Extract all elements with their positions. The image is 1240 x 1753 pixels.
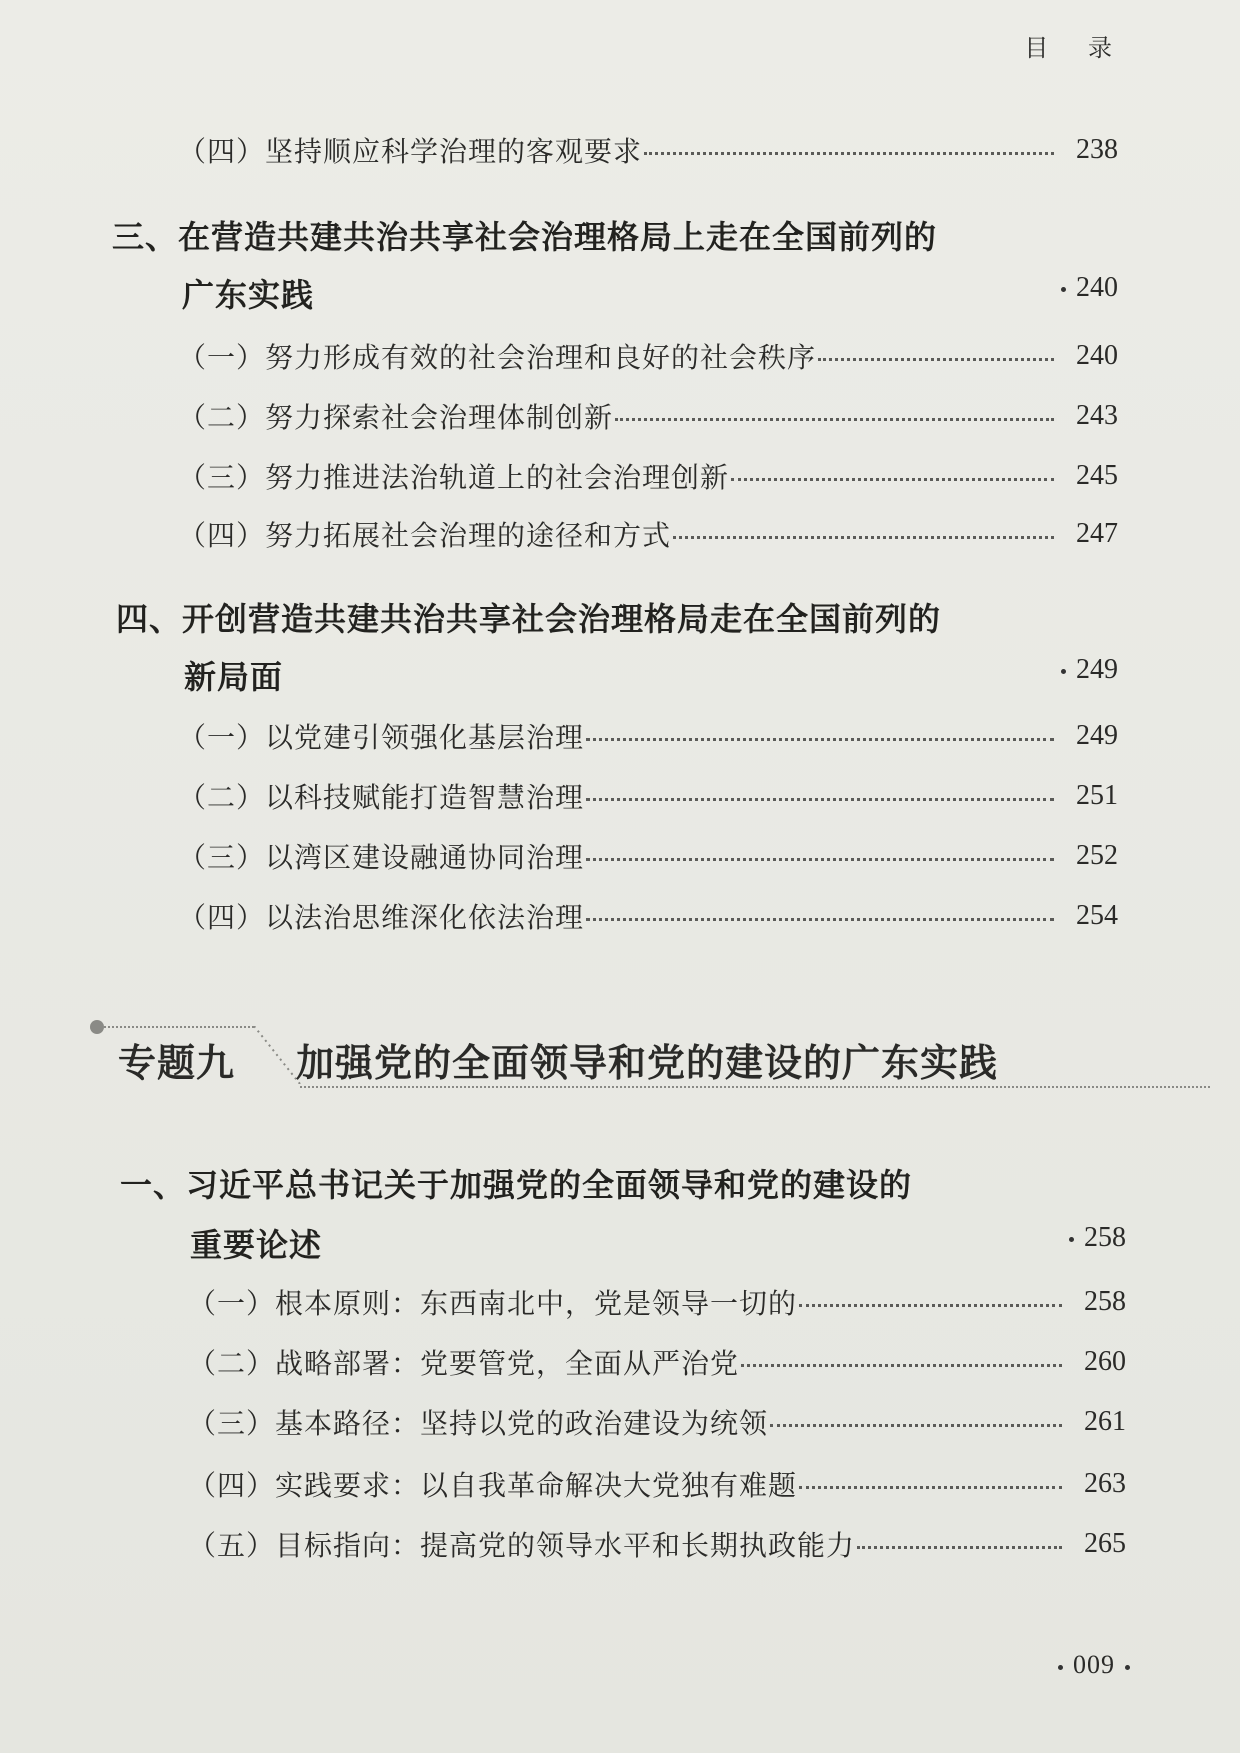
section-page <box>1018 654 1118 686</box>
dot-leader <box>586 918 1054 921</box>
dot-leader <box>799 1486 1062 1489</box>
toc-entry[interactable] <box>188 1464 1126 1504</box>
toc-entry-page: 254 <box>1076 900 1118 931</box>
toc-entry-page: 251 <box>1076 780 1118 811</box>
dot-leader <box>586 798 1054 801</box>
toc-entry-label: （二）战略部署：党要管党，全面从严治党 <box>188 1347 740 1380</box>
toc-entry[interactable] <box>178 514 1118 554</box>
page-number <box>1048 1650 1140 1680</box>
dot-leader <box>673 536 1054 539</box>
section-page <box>1018 272 1118 304</box>
toc-entry-page: 265 <box>1084 1528 1126 1559</box>
toc-entry-page: 245 <box>1076 460 1118 491</box>
dot-leader <box>615 418 1054 421</box>
dot-leader <box>799 1304 1062 1307</box>
toc-entry[interactable] <box>188 1524 1126 1564</box>
toc-entry-label: （五）目标指向：提高党的领导水平和长期执政能力 <box>188 1529 856 1562</box>
dot-leader <box>818 358 1054 361</box>
dot-leader <box>644 152 1054 155</box>
toc-entry-page: 252 <box>1076 840 1118 871</box>
toc-entry-page: 243 <box>1076 400 1118 431</box>
toc-entry[interactable] <box>178 836 1118 876</box>
toc-entry-page: 238 <box>1076 134 1118 165</box>
toc-entry-page: 249 <box>1076 720 1118 751</box>
dot-leader <box>741 1364 1062 1367</box>
chapter-dot-icon <box>90 1020 104 1034</box>
toc-entry-label: （一）以党建引领强化基层治理 <box>178 721 585 754</box>
toc-entry-label: （四）实践要求：以自我革命解决大党独有难题 <box>188 1469 798 1502</box>
toc-entry-page: 263 <box>1084 1468 1126 1499</box>
toc-entry-page: 258 <box>1084 1286 1126 1317</box>
toc-entry-label: （三）基本路径：坚持以党的政治建设为统领 <box>188 1407 769 1440</box>
toc-entry[interactable] <box>178 776 1118 816</box>
dot-leader <box>586 858 1054 861</box>
bullet-icon <box>1061 669 1066 674</box>
toc-entry-page: 260 <box>1084 1346 1126 1377</box>
toc-entry-page: 240 <box>1076 340 1118 371</box>
section-title[interactable]: 一、习近平总书记关于加强党的全面领导和党的建设的 <box>120 1166 913 1204</box>
section-page-number: 249 <box>1076 654 1118 685</box>
section-title-continuation[interactable]: 广东实践 <box>182 276 315 314</box>
section-page-number: 240 <box>1076 272 1118 303</box>
dot-leader <box>770 1424 1062 1427</box>
toc-entry[interactable] <box>188 1342 1126 1382</box>
section-page-number: 258 <box>1084 1222 1126 1253</box>
page-number-value: 009 <box>1073 1650 1115 1679</box>
toc-entry-label: （四）以法治思维深化依法治理 <box>178 901 585 934</box>
toc-entry[interactable] <box>188 1282 1126 1322</box>
toc-entry[interactable] <box>178 336 1118 376</box>
toc-entry[interactable] <box>178 130 1118 170</box>
section-title-continuation[interactable]: 重要论述 <box>190 1226 323 1264</box>
chapter-header[interactable] <box>90 1006 1120 1106</box>
toc-entry-label: （三）努力推进法治轨道上的社会治理创新 <box>178 461 730 494</box>
dot-leader <box>731 478 1054 481</box>
toc-entry[interactable] <box>178 896 1118 936</box>
section-title[interactable]: 四、开创营造共建共治共享社会治理格局走在全国前列的 <box>116 600 942 638</box>
toc-entry-page: 261 <box>1084 1406 1126 1437</box>
toc-entry-label: （四）努力拓展社会治理的途径和方式 <box>178 519 672 552</box>
toc-entry-label: （一）根本原则：东西南北中，党是领导一切的 <box>188 1287 798 1320</box>
bullet-icon <box>1125 1665 1130 1670</box>
dot-leader <box>586 738 1054 741</box>
chapter-header-rule <box>104 1026 254 1028</box>
dot-leader <box>857 1546 1062 1549</box>
chapter-title: 加强党的全面领导和党的建设的广东实践 <box>296 1041 999 1085</box>
bullet-icon <box>1069 1237 1074 1242</box>
section-page <box>1026 1222 1126 1254</box>
toc-entry-label: （一）努力形成有效的社会治理和良好的社会秩序 <box>178 341 817 374</box>
running-header: 目 录 <box>1024 34 1128 62</box>
toc-entry[interactable] <box>178 716 1118 756</box>
toc-entry-label: （四）坚持顺应科学治理的客观要求 <box>178 135 643 168</box>
toc-entry[interactable] <box>178 456 1118 496</box>
toc-entry[interactable] <box>188 1402 1126 1442</box>
section-title[interactable]: 三、在营造共建共治共享社会治理格局上走在全国前列的 <box>112 218 938 256</box>
bullet-icon <box>1058 1665 1063 1670</box>
toc-entry[interactable] <box>178 396 1118 436</box>
toc-entry-page: 247 <box>1076 518 1118 549</box>
chapter-label: 专题九 <box>118 1041 236 1085</box>
toc-entry-label: （二）努力探索社会治理体制创新 <box>178 401 614 434</box>
bullet-icon <box>1061 287 1066 292</box>
section-title-continuation[interactable]: 新局面 <box>184 658 284 696</box>
toc-entry-label: （二）以科技赋能打造智慧治理 <box>178 781 585 814</box>
toc-entry-label: （三）以湾区建设融通协同治理 <box>178 841 585 874</box>
